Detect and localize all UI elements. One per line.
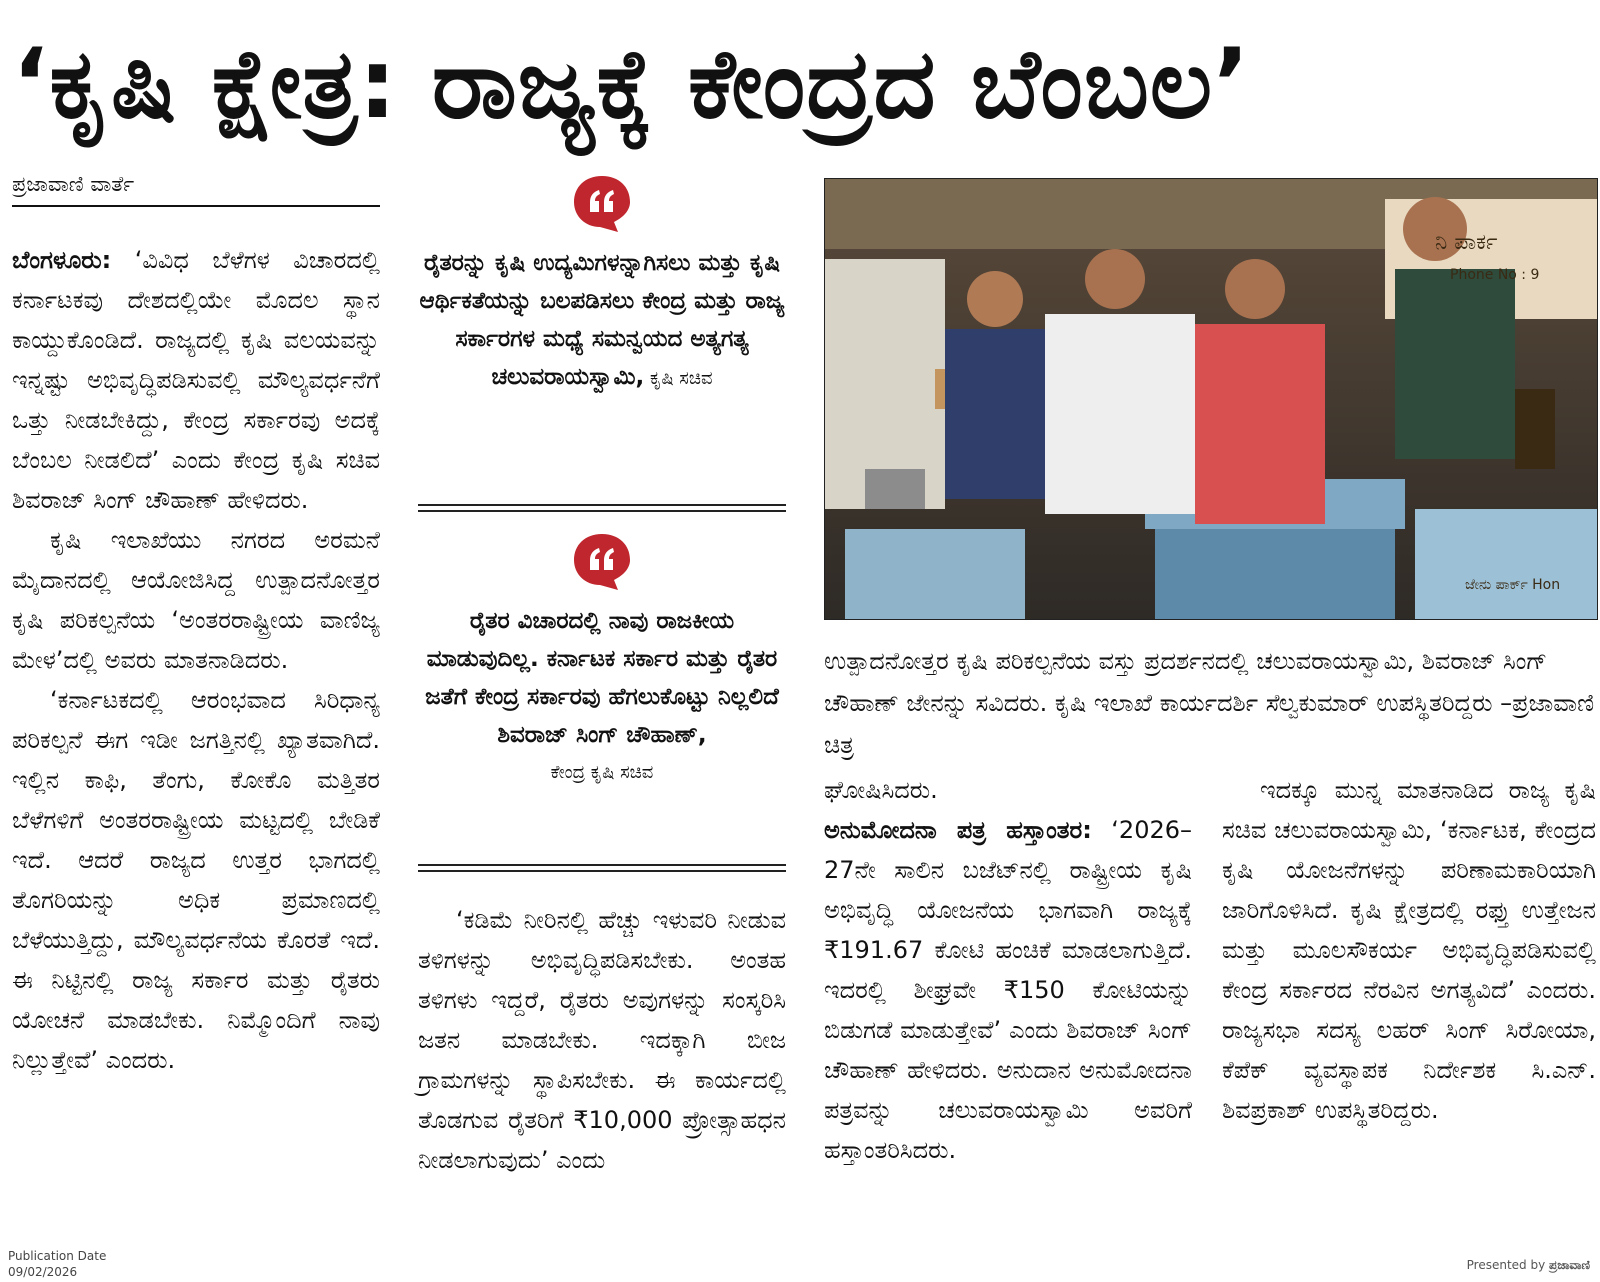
pull-quote-1	[418, 172, 786, 398]
paragraph-text: ‘ವಿವಿಧ ಬೆಳೆಗಳ ವಿಚಾರದಲ್ಲಿ ಕರ್ನಾಟಕವು ದೇಶದಲ್ಲಿಯೇ ಮೊದಲ ಸ್ಥಾನ ಕಾಯ್ದುಕೊಂಡಿದೆ. ರಾಜ್ಯದಲ್ಲಿ ಕೃಷಿ ವಲಯವನ್ನು ಇನ್ನಷ್ಟು ಅಭಿವೃದ್ಧಿಪಡಿಸುವಲ್ಲಿ ಮೌಲ್ಯವರ್ಧನೆಗೆ ಒತ್ತು ನೀಡಬೇಕಿದ್ದು, ಕೇಂದ್ರ ಸರ್ಕಾರವು ಅದಕ್ಕೆ ಬೆಂಬಲ ನೀಡಲಿದೆ’ ಎಂದು ಕೇಂದ್ರ ಕೃಷಿ ಸಚಿವ ಶಿವರಾಜ್ ಸಿಂಗ್ ಚೌಹಾಣ್ ಹೇಳಿದರು.	[12, 246, 380, 514]
divider	[418, 864, 786, 872]
paragraph: ಕೃಷಿ ಇಲಾಖೆಯು ನಗರದ ಅರಮನೆ ಮೈದಾನದಲ್ಲಿ ಆಯೋಜಿಸಿದ್ದ ಉತ್ಪಾದನೋತ್ತರ ಕೃಷಿ ಪರಿಕಲ್ಪನೆಯ ‘ಅಂತರರಾಷ್ಟ್ರೀಯ ವಾಣಿಜ್ಯ ಮೇಳ’ದಲ್ಲಿ ಅವರು ಮಾತನಾಡಿದರು.	[12, 526, 380, 674]
photo-phone-text: Phone No : 9	[1450, 267, 1540, 283]
photo-illustration	[825, 179, 1597, 619]
quote-role: ಕೇಂದ್ರ ಕೃಷಿ ಸಚಿವ	[550, 762, 654, 783]
publication-date	[8, 1248, 106, 1280]
pull-quote-2	[418, 530, 786, 792]
quote-text: ರೈತರನ್ನು ಕೃಷಿ ಉದ್ಯಮಿಗಳನ್ನಾಗಿಸಲು ಮತ್ತು ಕೃಷಿ ಆರ್ಥಿಕತೆಯನ್ನು ಬಲಪಡಿಸಲು ಕೇಂದ್ರ ಮತ್ತು ರಾಜ್ಯ ಸರ್ಕಾರಗಳ ಮಧ್ಯೆ ಸಮನ್ವಯದ ಅತ್ಯಗತ್ಯ	[419, 250, 785, 352]
presented-by	[1467, 1258, 1590, 1273]
paragraph-text: ‘2026–27ನೇ ಸಾಲಿನ ಬಜೆಟ್‌ನಲ್ಲಿ ರಾಷ್ಟ್ರೀಯ ಕೃಷಿ ಅಭಿವೃದ್ಧಿ ಯೋಜನೆಯ ಭಾಗವಾಗಿ ರಾಜ್ಯಕ್ಕೆ ₹191.67 ಕೋಟಿ ಹಂಚಿಕೆ ಮಾಡಲಾಗುತ್ತಿದೆ. ಇದರಲ್ಲಿ ಶೀಘ್ರವೇ ₹150 ಕೋಟಿಯನ್ನು ಬಿಡುಗಡೆ ಮಾಡುತ್ತೇವೆ’ ಎಂದು ಶಿವರಾಜ್ ಸಿಂಗ್ ಚೌಹಾಣ್ ಹೇಳಿದರು. ಅನುದಾನ ಅನುಮೋದನಾ ಪತ್ರವನ್ನು ಚಲುವರಾಯಸ್ವಾಮಿ ಅವರಿಗೆ ಹಸ್ತಾಂತರಿಸಿದರು.	[824, 816, 1192, 1164]
photo-caption: ಉತ್ಪಾದನೋತ್ತರ ಕೃಷಿ ಪರಿಕಲ್ಪನೆಯ ವಸ್ತು ಪ್ರದರ್ಶನದಲ್ಲಿ ಚಲುವರಾಯಸ್ವಾಮಿ, ಶಿವರಾಜ್ ಸಿಂಗ್ ಚೌಹಾಣ್ ಜೇನನ್ನು ಸವಿದರು. ಕೃಷಿ ಇಲಾಖೆ ಕಾರ್ಯದರ್ಶಿ ಸೆಲ್ವಕುಮಾರ್ ಉಪಸ್ಥಿತರಿದ್ದರು –ಪ್ರಜಾವಾಣಿ ಚಿತ್ರ	[824, 647, 1595, 759]
photo-banner-text: ನಿ ಪಾರ್ಕ	[1435, 230, 1498, 255]
quote-speaker: ಶಿವರಾಜ್ ಸಿಂಗ್ ಚೌಹಾಣ್,	[497, 722, 707, 748]
presented-by-label: Presented by	[1466, 1258, 1546, 1272]
publication-date-label: Publication Date	[8, 1249, 107, 1263]
photo-jar-label: ಜೇನು ಪಾರ್ಕ್ Hon	[1465, 577, 1561, 593]
publication-date-value: 09/02/2026	[8, 1265, 78, 1279]
paragraph: ‘ಕರ್ನಾಟಕದಲ್ಲಿ ಆರಂಭವಾದ ಸಿರಿಧಾನ್ಯ ಪರಿಕಲ್ಪನೆ ಈಗ ಇಡೀ ಜಗತ್ತಿನಲ್ಲಿ ಖ್ಯಾತವಾಗಿದೆ. ಇಲ್ಲಿನ ಕಾಫಿ, ತೆಂಗು, ಕೋಕೊ ಮತ್ತಿತರ ಬೆಳೆಗಳಿಗೆ ಅಂತರರಾಷ್ಟ್ರೀಯ ಮಟ್ಟದಲ್ಲಿ ಬೇಡಿಕೆ ಇದೆ. ಆದರೆ ರಾಜ್ಯದ ಉತ್ತರ ಭಾಗದಲ್ಲಿ ತೊಗರಿಯನ್ನು ಅಧಿಕ ಪ್ರಮಾಣದಲ್ಲಿ ಬೆಳೆಯುತ್ತಿದ್ದು, ಮೌಲ್ಯವರ್ಧನೆಯ ಕೊರತೆ ಇದೆ. ಈ ನಿಟ್ಟಿನಲ್ಲಿ ರಾಜ್ಯ ಸರ್ಕಾರ ಮತ್ತು ರೈತರು ಯೋಚನೆ ಮಾಡಬೇಕು. ನಿಮ್ಮೊಂದಿಗೆ ನಾವು ನಿಲ್ಲುತ್ತೇವೆ’ ಎಂದರು.	[12, 686, 380, 1074]
divider	[418, 504, 786, 512]
paragraph: ಘೋಷಿಸಿದರು.	[824, 776, 938, 804]
quote-text: ರೈತರ ವಿಚಾರದಲ್ಲಿ ನಾವು ರಾಜಕೀಯ ಮಾಡುವುದಿಲ್ಲ. ಕರ್ನಾಟಕ ಸರ್ಕಾರ ಮತ್ತು ರೈತರ ಜತೆಗೆ ಕೇಂದ್ರ ಸರ್ಕಾರವು ಹೆಗಲುಕೊಟ್ಟು ನಿಲ್ಲಲಿದೆ	[425, 608, 779, 710]
quote-bubble-icon	[570, 530, 634, 594]
news-photo	[824, 178, 1598, 620]
article-column-4	[1222, 770, 1596, 1130]
paragraph	[824, 810, 1192, 1170]
quote-role: ಕೃಷಿ ಸಚಿವ	[644, 368, 713, 389]
quote-attribution	[418, 358, 786, 398]
article-column-1	[12, 240, 380, 1080]
paragraph: ಇದಕ್ಕೂ ಮುನ್ನ ಮಾತನಾಡಿದ ರಾಜ್ಯ ಕೃಷಿ ಸಚಿವ ಚಲುವರಾಯಸ್ವಾಮಿ, ‘ಕರ್ನಾಟಕ, ಕೇಂದ್ರದ ಕೃಷಿ ಯೋಜನೆಗಳನ್ನು ಪರಿಣಾಮಕಾರಿಯಾಗಿ ಜಾರಿಗೊಳಿಸಿದೆ. ಕೃಷಿ ಕ್ಷೇತ್ರದಲ್ಲಿ ರಫ್ತು ಉತ್ತೇಜನ ಮತ್ತು ಮೂಲಸೌಕರ್ಯ ಅಭಿವೃದ್ಧಿಪಡಿಸುವಲ್ಲಿ ಕೇಂದ್ರ ಸರ್ಕಾರದ ನೆರವಿನ ಅಗತ್ಯವಿದೆ’ ಎಂದರು. ರಾಜ್ಯಸಭಾ ಸದಸ್ಯ ಲಹರ್ ಸಿಂಗ್ ಸಿರೋಯಾ, ಕೆಪೆಕ್ ವ್ಯವಸ್ಥಾಪಕ ನಿರ್ದೇಶಕ ಸಿ.ಎನ್. ಶಿವಪ್ರಕಾಶ್ ಉಪಸ್ಥಿತರಿದ್ದರು.	[1222, 776, 1596, 1124]
quote-speaker: ಚಲುವರಾಯಸ್ವಾಮಿ,	[491, 364, 645, 390]
quote-bubble-icon	[570, 172, 634, 236]
byline: ಪ್ರಜಾವಾಣಿ ವಾರ್ತೆ	[12, 172, 380, 207]
paragraph: ‘ಕಡಿಮೆ ನೀರಿನಲ್ಲಿ ಹೆಚ್ಚು ಇಳುವರಿ ನೀಡುವ ತಳಿಗಳನ್ನು ಅಭಿವೃದ್ಧಿಪಡಿಸಬೇಕು. ಅಂತಹ ತಳಿಗಳು ಇದ್ದರೆ, ರೈತರು ಅವುಗಳನ್ನು ಸಂಸ್ಕರಿಸಿ ಜತನ ಮಾಡಬೇಕು. ಇದಕ್ಕಾಗಿ ಬೀಜ ಗ್ರಾಮಗಳನ್ನು ಸ್ಥಾಪಿಸಬೇಕು. ಈ ಕಾರ್ಯದಲ್ಲಿ ತೊಡಗುವ ರೈತರಿಗೆ ₹10,000 ಪ್ರೋತ್ಸಾಹಧನ ನೀಡಲಾಗುವುದು’ ಎಂದು	[418, 906, 786, 1174]
headline: ‘ಕೃಷಿ ಕ್ಷೇತ್ರ: ರಾಜ್ಯಕ್ಕೆ ಕೇಂದ್ರದ ಬೆಂಬಲ’	[12, 28, 1251, 140]
paragraph	[12, 240, 380, 520]
article-column-3	[824, 770, 1192, 1170]
presenter-logo: ಪ್ರಜಾವಾಣಿ	[1549, 1258, 1590, 1272]
subheading: ಅನುಮೋದನಾ ಪತ್ರ ಹಸ್ತಾಂತರ:	[824, 816, 1092, 844]
article-column-2	[418, 900, 786, 1180]
dateline: ಬೆಂಗಳೂರು:	[12, 246, 112, 274]
